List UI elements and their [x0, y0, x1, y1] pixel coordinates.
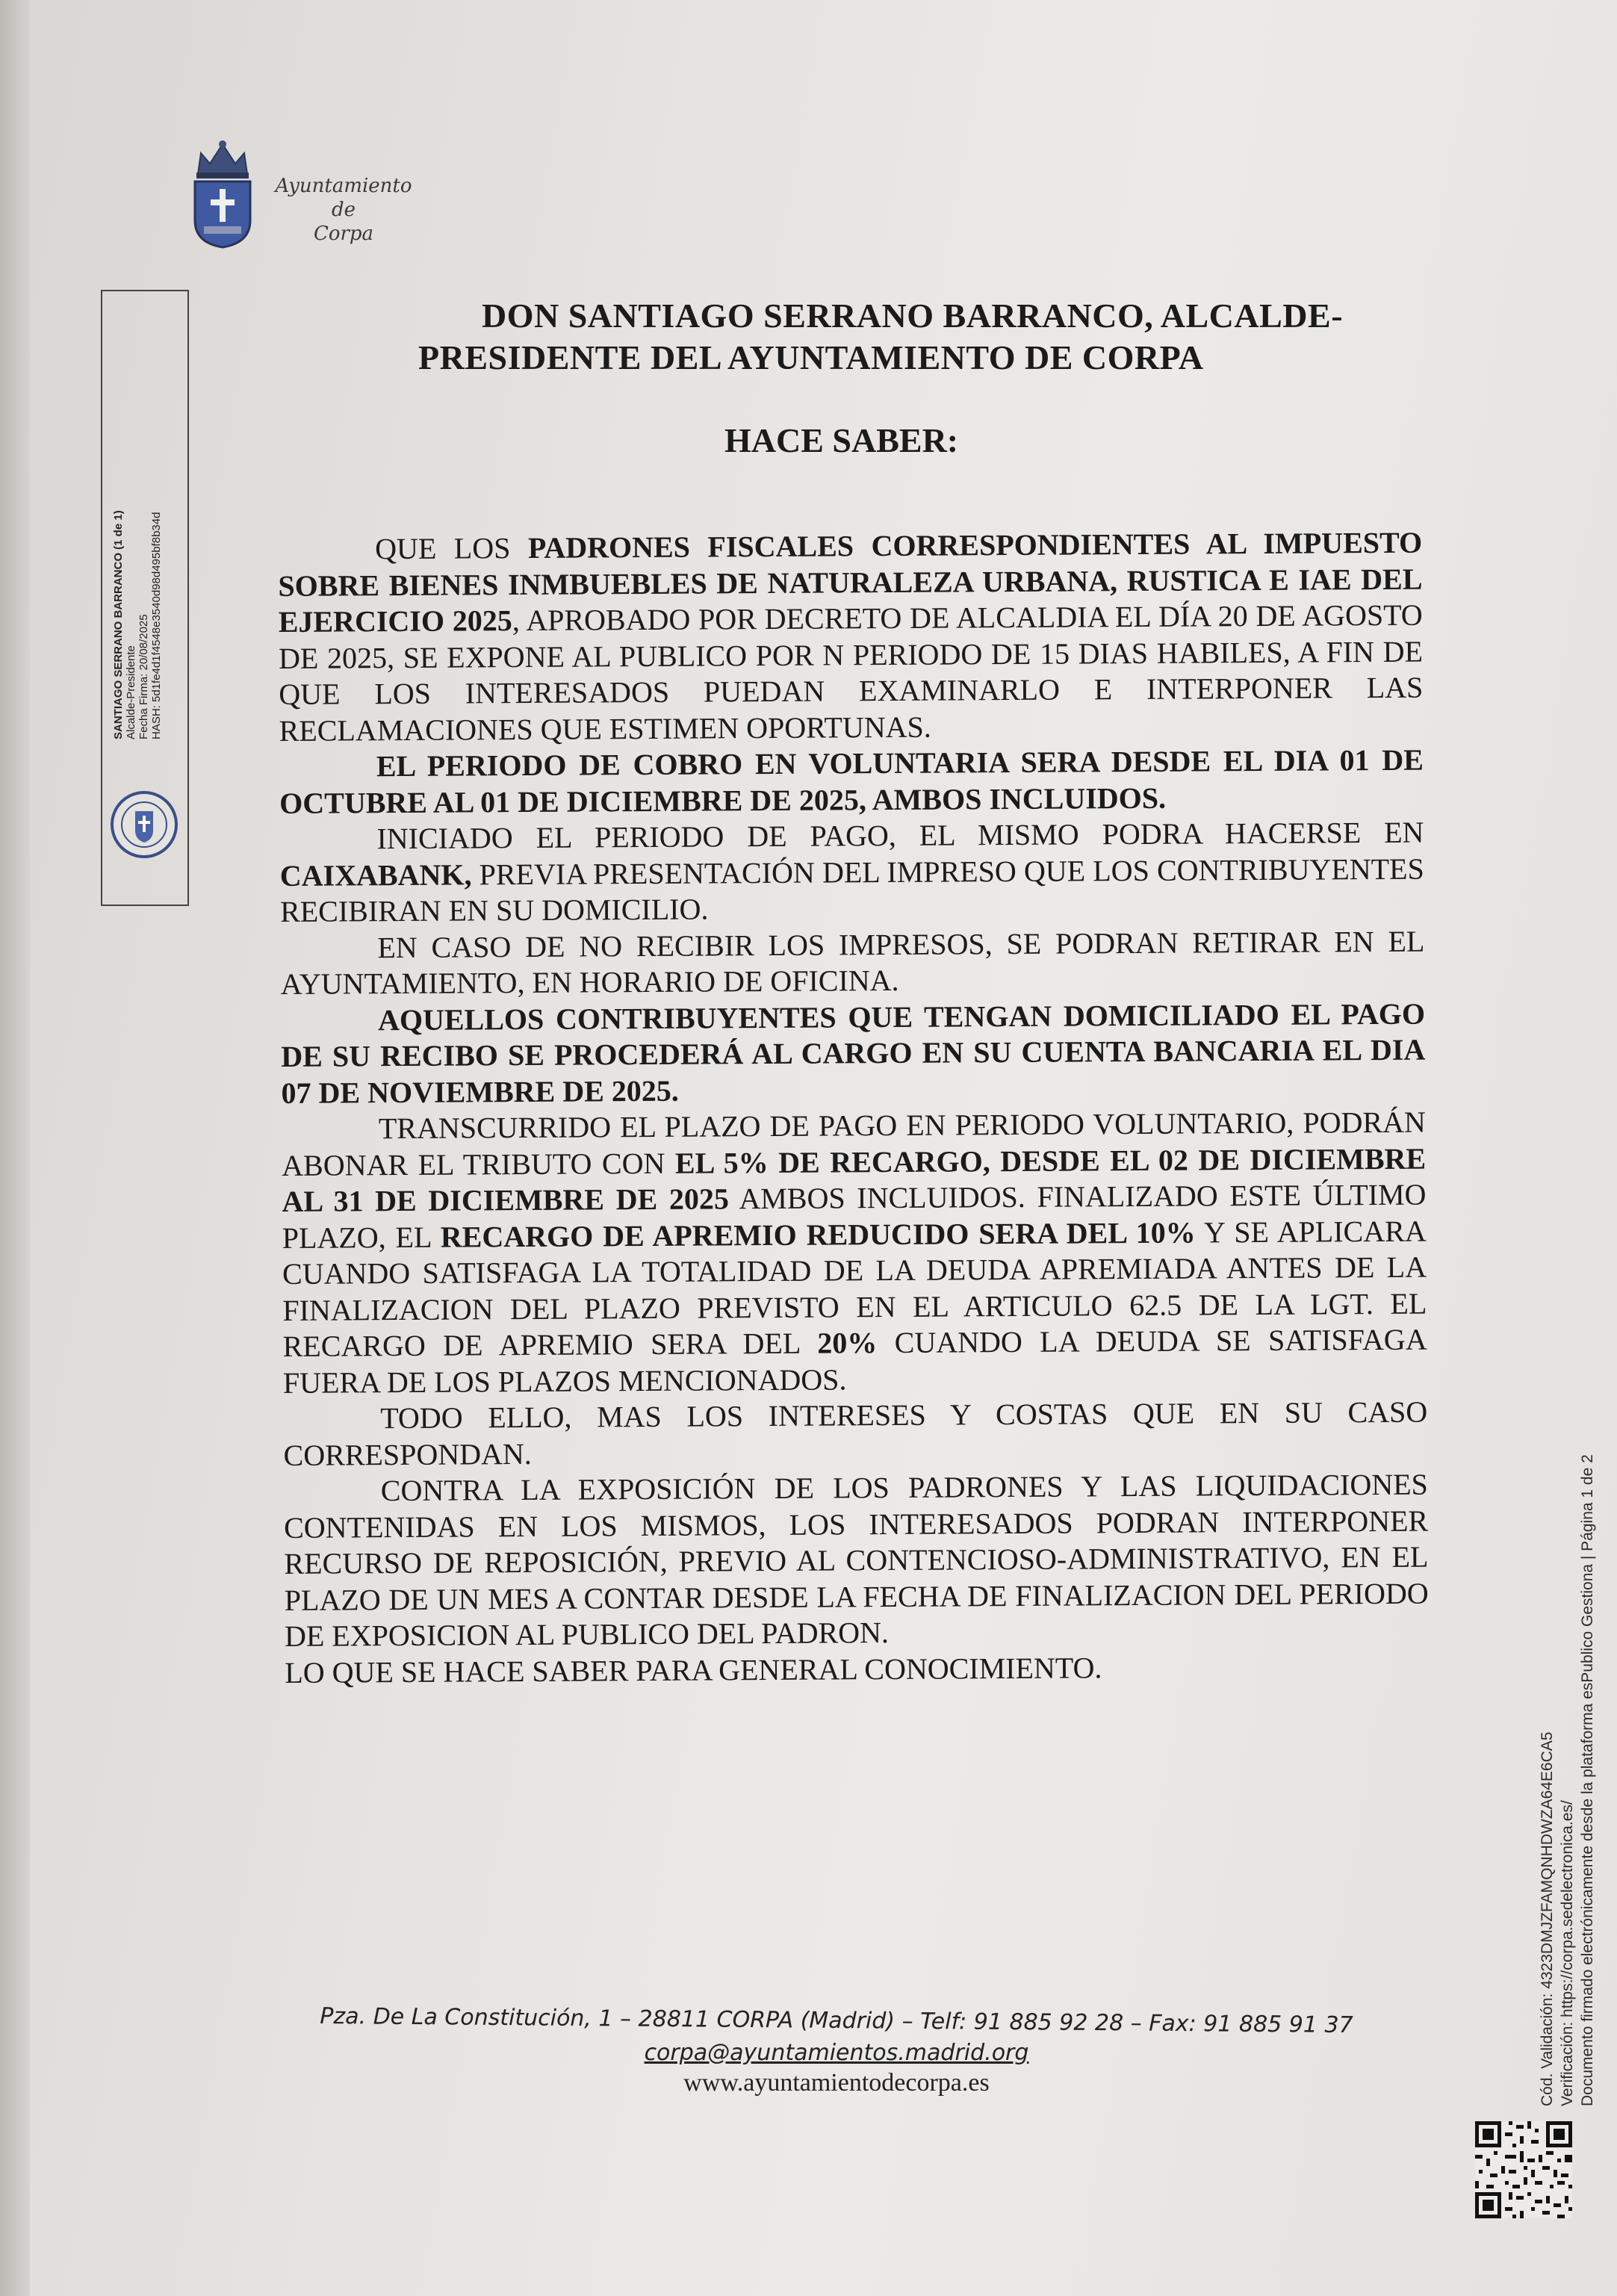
- qr-code-icon: [1475, 2121, 1572, 2218]
- paragraph-1: [278, 525, 1424, 749]
- footer-website: www.ayuntamientodecorpa.es: [683, 2069, 990, 2097]
- p1-intro: QUE LOS: [375, 530, 529, 566]
- p1-bold: PADRONES FISCALES CORRESPONDIENTES AL IMPUESTO SOBRE BIENES INMBUEBLES DE NATURALEZA URBANA, RUSTICA E IAE DEL EJERCICIO 2025: [278, 525, 1423, 639]
- p6-g: CUANDO LA DEUDA SE SATISFAGA FUERA DE LOS PLAZOS MENCIONADOS.: [282, 1322, 1427, 1400]
- coat-of-arms-icon: [190, 138, 255, 250]
- paragraph-3: [279, 815, 1424, 931]
- paragraph-5: [281, 996, 1426, 1111]
- paper-edge: [0, 0, 30, 2296]
- p3-intro: INICIADO EL PERIODO DE PAGO, EL MISMO PODRA HACERSE EN: [376, 815, 1424, 856]
- p1-rest: , APROBADO POR DECRETO DE ALCALDIA EL DÍA 20 DE AGOSTO DE 2025, SE EXPONE AL PUBLICO POR N PERIODO DE 15 DIAS HABILES, A FIN DE QUE LOS INTERESADOS PUEDAN EXAMINARLO E INTERPONER LAS RECLAMACIONES QUE ESTIMEN OPORTUNAS.: [278, 598, 1424, 748]
- p3-rest: PREVIA PRESENTACIÓN DEL IMPRESO QUE LOS CONTRIBUYENTES RECIBIRAN EN SU DOMICILIO.: [279, 851, 1424, 928]
- logo-line-3: Corpa: [313, 223, 374, 245]
- p5-bold: AQUELLOS CONTRIBUYENTES QUE TENGAN DOMICILIADO EL PAGO DE SU RECIBO SE PROCEDERÁ AL CARGO EN SU CUENTA BANCARIA EL DIA 07 DE NOVIEMBRE DE 2025.: [281, 996, 1426, 1110]
- municipal-logo: [190, 138, 415, 250]
- paragraph-2: [279, 742, 1424, 822]
- validation-signed: Documento firmado electrónicamente desde la plataforma esPublico Gestiona | Página 1 de 2: [1579, 1454, 1596, 2106]
- p6-f: 20%: [817, 1326, 878, 1360]
- signer-name: SANTIAGO SERRANO BARRANCO (1 de 1): [112, 510, 125, 739]
- p6-a: TRANSCURRIDO EL PLAZO DE PAGO EN PERIODO VOLUNTARIO, PODRÁN ABONAR EL TRIBUTO CON: [282, 1105, 1426, 1182]
- document-title: [418, 295, 1419, 379]
- validation-code: Cód. Validación: 4323DMJZFAMQNHDWZA64E6CA5: [1539, 1731, 1556, 2106]
- logo-line-1: Ayuntamiento: [275, 175, 412, 197]
- signature-info: [112, 291, 187, 739]
- paragraph-7: TODO ELLO, MAS LOS INTERESES Y COSTAS QUE EN SU CASO CORRESPONDAN.: [283, 1394, 1428, 1472]
- municipal-seal-icon: [110, 790, 179, 859]
- logo-line-2: de: [331, 199, 356, 221]
- paragraph-6: [282, 1105, 1427, 1401]
- p6-b: EL 5% DE RECARGO, DESDE EL 02 DE DICIEMBRE AL 31 DE DICIEMBRE DE 2025: [282, 1141, 1427, 1218]
- signer-role: Alcalde-Presidente: [125, 645, 137, 739]
- p6-c: AMBOS INCLUIDOS. FINALIZADO ESTE ÚLTIMO PLAZO, EL: [282, 1177, 1427, 1255]
- document-footer: [314, 2002, 1359, 2097]
- logo-text: [273, 174, 415, 246]
- validation-info: [1537, 1397, 1604, 2106]
- signature-hash: HASH: 5d1fe4d1f4548e3540d98d495bf8b34d: [150, 512, 163, 739]
- document-body: [278, 525, 1429, 1691]
- footer-email-link[interactable]: corpa@ayuntamientos.madrid.org: [644, 2040, 1029, 2066]
- p6-e: Y SE APLICARA CUANDO SATISFAGA LA TOTALIDAD DE LA DEUDA APREMIADA ANTES DE LA FINALIZACION DEL PLAZO PREVISTO EN EL ARTICULO 62.5 DE LA LGT. EL RECARGO DE APREMIO SERA DEL: [282, 1214, 1427, 1363]
- paragraph-8: CONTRA LA EXPOSICIÓN DE LOS PADRONES Y LAS LIQUIDACIONES CONTENIDAS EN LOS MISMOS, LOS INTERESADOS PODRAN INTERPONER RECURSO DE REPOSICIÓN, PREVIO AL CONTENCIOSO-ADMINISTRATIVO, EN EL PLAZO DE UN MES A CONTAR DESDE LA FECHA DE FINALIZACION DEL PERIODO DE EXPOSICION AL PUBLICO DEL PADRON.: [284, 1467, 1429, 1653]
- document-subtitle: HACE SABER:: [724, 421, 959, 459]
- footer-address: Pza. De La Constitución, 1 – 28811 CORPA (Madrid) – Telf: 91 885 92 28 – Fax: 91 885 91 37: [320, 2002, 1353, 2039]
- p2-bold: EL PERIODO DE COBRO EN VOLUNTARIA SERA DESDE EL DIA 01 DE OCTUBRE AL 01 DE DICIEMBRE DE 2025, AMBOS INCLUIDOS.: [279, 742, 1424, 820]
- title-line-1: DON SANTIAGO SERRANO BARRANCO, ALCALDE-: [482, 297, 1344, 335]
- p3-bold: CAIXABANK,: [279, 857, 472, 893]
- signature-date: Fecha Firma: 20/08/2025: [137, 614, 150, 739]
- paragraph-4: EN CASO DE NO RECIBIR LOS IMPRESOS, SE PODRAN RETIRAR EN EL AYUNTAMIENTO, EN HORARIO DE OFICINA.: [280, 924, 1425, 1001]
- validation-url: Verificación: https://corpa.sedelectronica.es/: [1559, 1800, 1576, 2106]
- title-line-2: PRESIDENTE DEL AYUNTAMIENTO DE CORPA: [418, 338, 1204, 376]
- paragraph-9: LO QUE SE HACE SABER PARA GENERAL CONOCIMIENTO.: [285, 1650, 1102, 1690]
- p6-d: RECARGO DE APREMIO REDUCIDO SERA DEL 10%: [440, 1215, 1196, 1254]
